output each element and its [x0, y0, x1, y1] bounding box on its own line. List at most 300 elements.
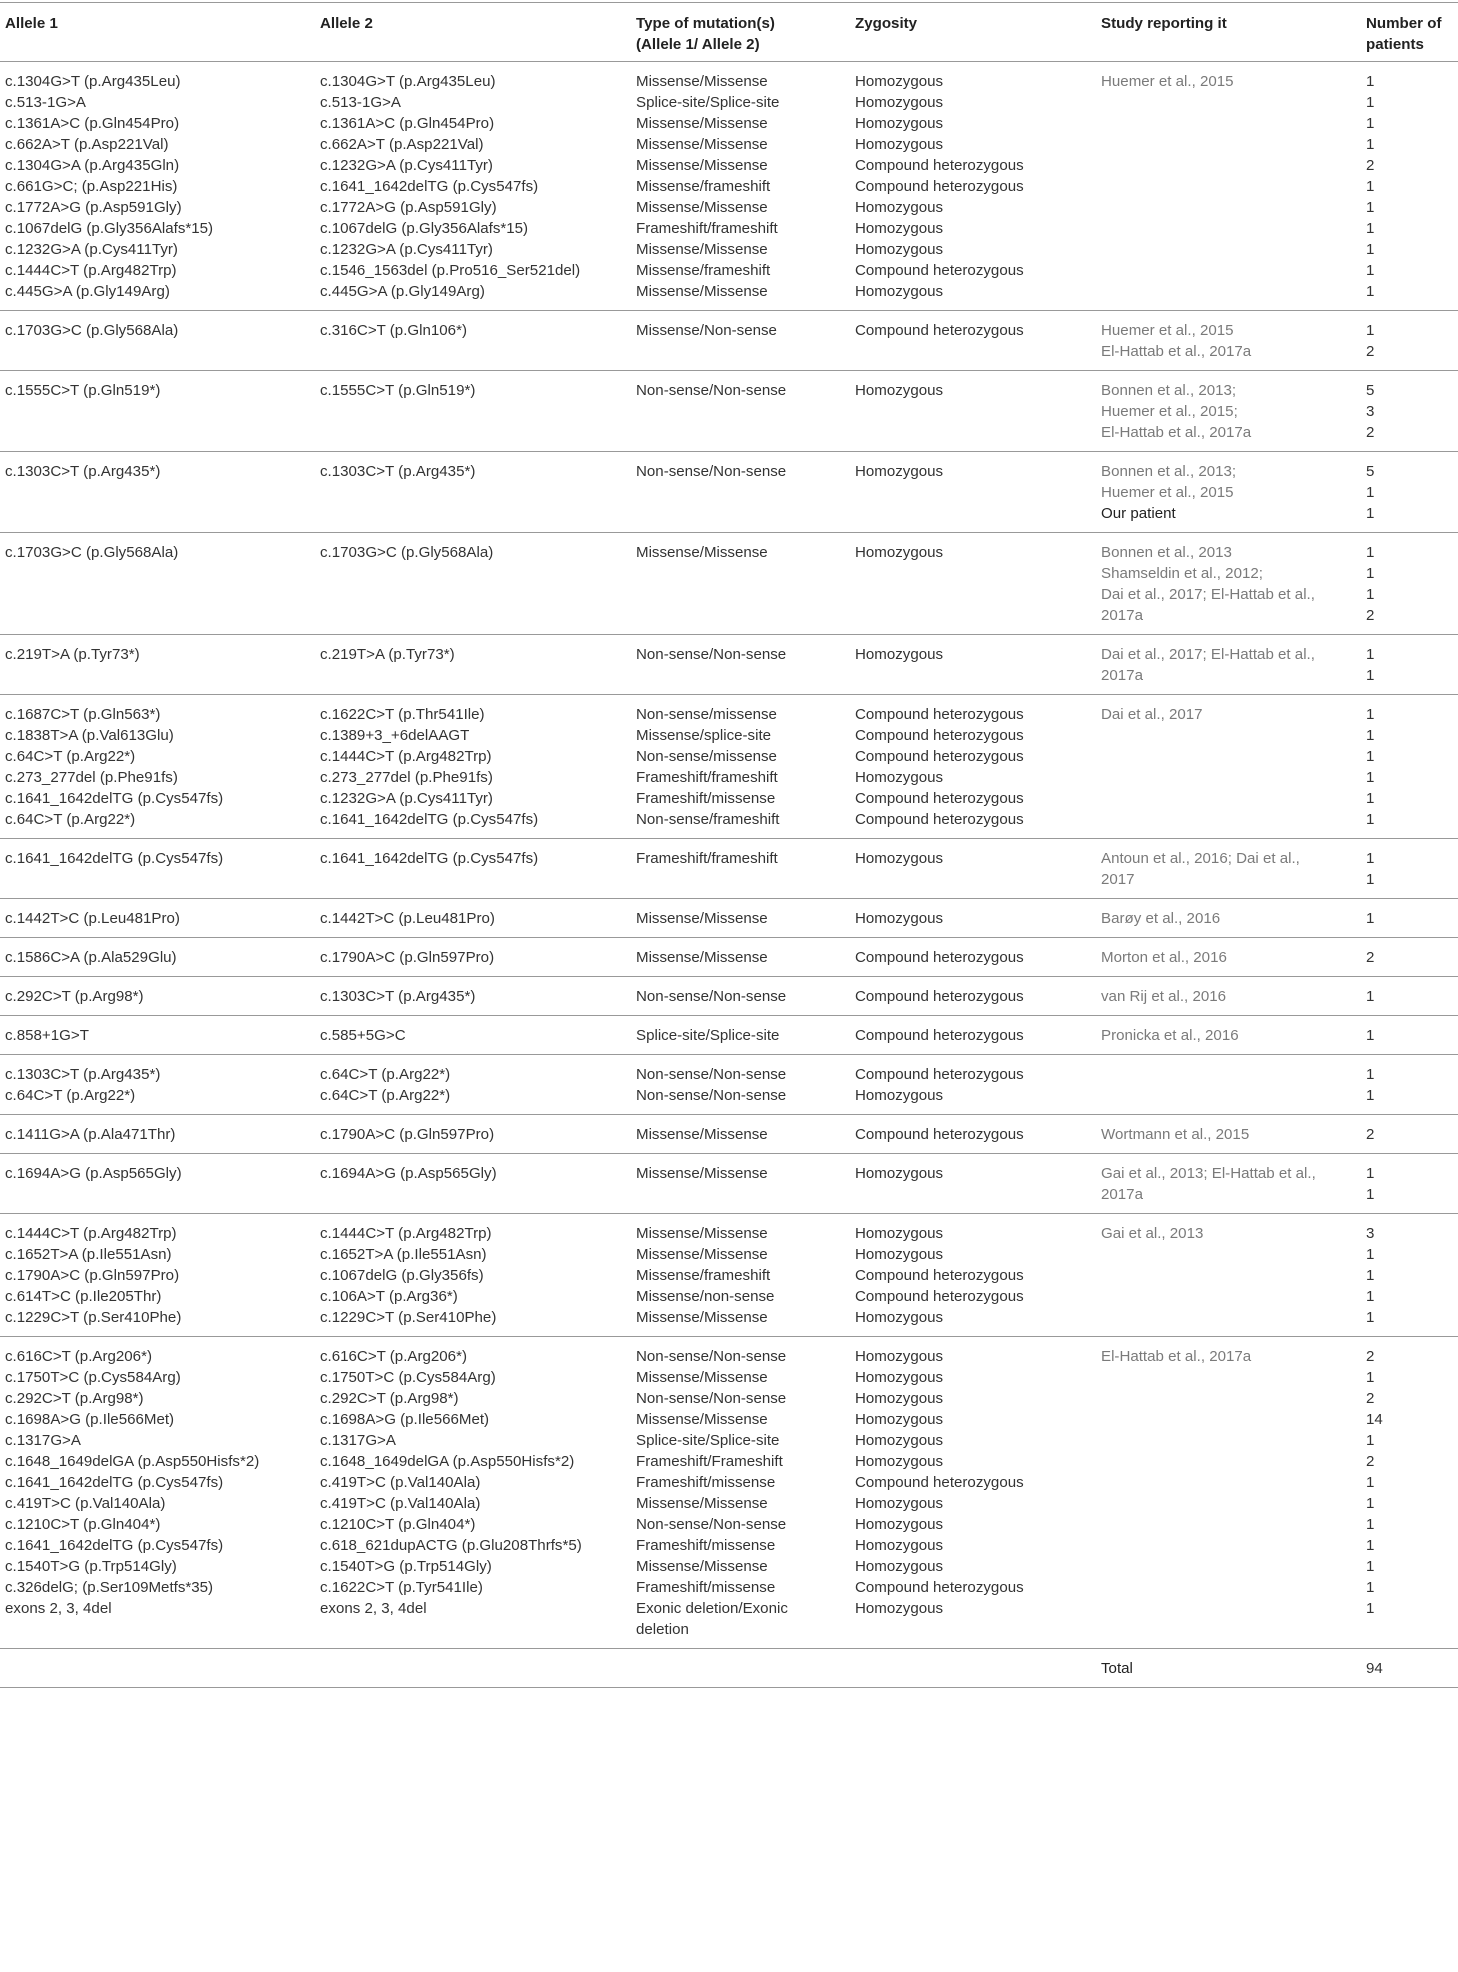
header-allele-2: Allele 2 — [315, 3, 631, 62]
allele-2-cell: c.1555C>T (p.Gln519*) — [320, 382, 476, 399]
mutation-type-cell: Non-sense/Non-sense — [636, 1390, 787, 1407]
study-cell — [1096, 1472, 1361, 1493]
table-row — [0, 1307, 1458, 1337]
zygosity-cell: Homozygous — [855, 850, 944, 867]
study-cell — [1096, 176, 1361, 197]
zygosity-cell: Compound heterozygous — [855, 262, 1024, 279]
allele-2-cell: c.1444C>T (p.Arg482Trp) — [320, 748, 492, 765]
mutation-type-cell: Frameshift/missense — [636, 1579, 776, 1596]
zygosity-cell: Homozygous — [855, 1537, 944, 1554]
patient-count-cell: 2 — [1366, 1390, 1375, 1407]
mutation-type-cell: Missense/Missense — [636, 199, 768, 216]
study-cell — [1096, 1409, 1361, 1430]
allele-2-cell: c.1641_1642delTG (p.Cys547fs) — [320, 850, 539, 867]
table-row — [0, 1451, 1458, 1472]
patient-count-cell: 1 — [1366, 94, 1375, 111]
table-row — [0, 218, 1458, 239]
table-group — [0, 899, 1458, 938]
mutation-type-cell: Missense/Missense — [636, 1558, 768, 1575]
study-cell — [1096, 371, 1361, 452]
patient-count-line: 1 — [1366, 1186, 1375, 1203]
table-row — [0, 1337, 1458, 1368]
total-row — [0, 1649, 1458, 1688]
empty-cell — [0, 1649, 315, 1688]
zygosity-cell: Compound heterozygous — [855, 1066, 1024, 1083]
allele-1-cell: c.219T>A (p.Tyr73*) — [5, 646, 140, 663]
mutation-type-cell: Missense/Missense — [636, 157, 768, 174]
patient-count-cell: 1 — [1366, 727, 1375, 744]
allele-2-cell: c.1540T>G (p.Trp514Gly) — [320, 1558, 492, 1575]
mutation-type-cell: Frameshift/missense — [636, 1537, 776, 1554]
allele-1-cell: c.1232G>A (p.Cys411Tyr) — [5, 241, 178, 258]
zygosity-cell: Homozygous — [855, 1432, 944, 1449]
header-mutation-type — [631, 3, 850, 62]
table-row — [0, 1286, 1458, 1307]
study-cell — [1096, 1055, 1361, 1086]
allele-2-cell: c.1652T>A (p.Ile551Asn) — [320, 1246, 487, 1263]
allele-1-cell: c.1703G>C (p.Gly568Ala) — [5, 322, 179, 339]
zygosity-cell: Homozygous — [855, 1411, 944, 1428]
patient-count-cell: 1 — [1366, 706, 1375, 723]
patient-count-cell: 14 — [1366, 1411, 1383, 1428]
allele-1-cell: c.661G>C; (p.Asp221His) — [5, 178, 178, 195]
zygosity-cell: Homozygous — [855, 220, 944, 237]
mutation-type-cell: Missense/Missense — [636, 73, 768, 90]
mutation-type-cell: Non-sense/Non-sense — [636, 382, 787, 399]
study-cell — [1096, 1598, 1361, 1649]
header-zygosity: Zygosity — [850, 3, 1096, 62]
table-group — [0, 635, 1458, 695]
study-cell — [1096, 1307, 1361, 1337]
allele-1-cell: c.1838T>A (p.Val613Glu) — [5, 727, 174, 744]
header-patient-count-line-1: Number of — [1366, 15, 1442, 32]
patient-count-cell: 1 — [1366, 220, 1375, 237]
allele-2-cell: c.1232G>A (p.Cys411Tyr) — [320, 241, 493, 258]
allele-1-cell: c.1694A>G (p.Asp565Gly) — [5, 1165, 182, 1182]
header-row — [0, 3, 1458, 62]
zygosity-cell: Homozygous — [855, 1453, 944, 1470]
table-group — [0, 1055, 1458, 1115]
table-row — [0, 239, 1458, 260]
header-mutation-type-line-1: Type of mutation(s) — [636, 15, 775, 32]
study-cell — [1096, 239, 1361, 260]
allele-1-cell: c.64C>T (p.Arg22*) — [5, 811, 136, 828]
study-cell: Barøy et al., 2016 — [1101, 910, 1221, 927]
mutation-type-cell: Missense/Missense — [636, 1411, 768, 1428]
mutation-type-cell: Non-sense/Non-sense — [636, 1516, 787, 1533]
allele-2-cell: c.106A>T (p.Arg36*) — [320, 1288, 458, 1305]
patient-count-cell: 1 — [1366, 199, 1375, 216]
header-allele-1: Allele 1 — [0, 3, 315, 62]
allele-1-cell: c.1229C>T (p.Ser410Phe) — [5, 1309, 182, 1326]
allele-1-cell: c.419T>C (p.Val140Ala) — [5, 1495, 166, 1512]
allele-1-cell: c.1444C>T (p.Arg482Trp) — [5, 262, 177, 279]
mutation-type-cell: Missense/Missense — [636, 115, 768, 132]
mutation-type-cell: Missense/Missense — [636, 1369, 768, 1386]
table-group — [0, 1214, 1458, 1337]
zygosity-cell: Homozygous — [855, 1165, 944, 1182]
table-row — [0, 839, 1458, 899]
allele-2-cell: c.1622C>T (p.Thr541Ile) — [320, 706, 485, 723]
patient-count-cell: 2 — [1366, 157, 1375, 174]
zygosity-cell: Homozygous — [855, 199, 944, 216]
allele-1-cell: c.1304G>T (p.Arg435Leu) — [5, 73, 181, 90]
allele-2-cell: c.1444C>T (p.Arg482Trp) — [320, 1225, 492, 1242]
mutation-type-cell: Non-sense/Non-sense — [636, 463, 787, 480]
zygosity-cell: Homozygous — [855, 1246, 944, 1263]
table-header — [0, 3, 1458, 62]
table-row — [0, 1598, 1458, 1649]
mutation-type-line: deletion — [636, 1621, 689, 1638]
patient-count-cell: 1 — [1366, 241, 1375, 258]
study-cell: Dai et al., 2017 — [1101, 706, 1203, 723]
study-cell — [1096, 1493, 1361, 1514]
zygosity-cell: Homozygous — [855, 1558, 944, 1575]
study-cell — [1096, 452, 1361, 533]
zygosity-cell: Compound heterozygous — [855, 322, 1024, 339]
zygosity-cell: Compound heterozygous — [855, 1288, 1024, 1305]
study-cell — [1096, 1514, 1361, 1535]
allele-2-cell: c.1229C>T (p.Ser410Phe) — [320, 1309, 497, 1326]
allele-2-cell: c.1648_1649delGA (p.Asp550Hisfs*2) — [320, 1453, 575, 1470]
allele-1-cell: c.273_277del (p.Phe91fs) — [5, 769, 178, 786]
mutation-type-cell: Non-sense/missense — [636, 748, 777, 765]
table-row — [0, 155, 1458, 176]
allele-1-cell: c.1641_1642delTG (p.Cys547fs) — [5, 1474, 224, 1491]
allele-2-cell: c.1303C>T (p.Arg435*) — [320, 463, 476, 480]
mutation-type-cell: Non-sense/Non-sense — [636, 1348, 787, 1365]
patient-count-cell: 2 — [1366, 949, 1375, 966]
study-line: Dai et al., 2017; El-Hattab et al., — [1101, 646, 1315, 663]
table-group — [0, 695, 1458, 839]
zygosity-cell: Compound heterozygous — [855, 748, 1024, 765]
study-cell: El-Hattab et al., 2017a — [1101, 1348, 1252, 1365]
allele-2-cell: c.64C>T (p.Arg22*) — [320, 1087, 451, 1104]
patient-count-cell: 1 — [1366, 1579, 1375, 1596]
study-cell — [1096, 1085, 1361, 1115]
zygosity-cell: Homozygous — [855, 646, 944, 663]
allele-1-cell: c.1303C>T (p.Arg435*) — [5, 463, 161, 480]
mutation-type-cell: Splice-site/Splice-site — [636, 1027, 780, 1044]
patient-count-cell: 1 — [1366, 136, 1375, 153]
patient-count-line: 1 — [1366, 505, 1375, 522]
zygosity-cell: Compound heterozygous — [855, 1267, 1024, 1284]
study-cell — [1096, 134, 1361, 155]
allele-2-cell: c.1232G>A (p.Cys411Tyr) — [320, 157, 493, 174]
allele-1-cell: c.1772A>G (p.Asp591Gly) — [5, 199, 182, 216]
table-row — [0, 1214, 1458, 1245]
study-line: Bonnen et al., 2013 — [1101, 544, 1232, 561]
zygosity-cell: Homozygous — [855, 769, 944, 786]
header-patient-count — [1361, 3, 1458, 62]
zygosity-cell: Homozygous — [855, 910, 944, 927]
table-group — [0, 1016, 1458, 1055]
zygosity-cell: Homozygous — [855, 1087, 944, 1104]
allele-2-cell: c.662A>T (p.Asp221Val) — [320, 136, 484, 153]
patient-count-cell: 1 — [1366, 1432, 1375, 1449]
patient-count-cell — [1361, 1154, 1458, 1214]
patient-count-line: 1 — [1366, 484, 1375, 501]
study-cell — [1096, 533, 1361, 635]
allele-1-cell: c.513-1G>A — [5, 94, 86, 111]
header-patient-count-line-2: patients — [1366, 36, 1424, 53]
header-study: Study reporting it — [1096, 3, 1361, 62]
study-cell: van Rij et al., 2016 — [1101, 988, 1227, 1005]
allele-2-cell: c.1546_1563del (p.Pro516_Ser521del) — [320, 262, 581, 279]
table-row — [0, 311, 1458, 371]
study-cell — [1096, 839, 1361, 899]
allele-2-cell: c.1361A>C (p.Gln454Pro) — [320, 115, 495, 132]
patient-count-line: 5 — [1366, 463, 1375, 480]
study-cell — [1096, 113, 1361, 134]
zygosity-cell: Compound heterozygous — [855, 790, 1024, 807]
patient-count-cell: 1 — [1366, 769, 1375, 786]
table-row — [0, 899, 1458, 938]
table-row — [0, 1493, 1458, 1514]
table-row — [0, 788, 1458, 809]
patient-count-cell: 1 — [1366, 988, 1375, 1005]
mutation-type-cell: Frameshift/frameshift — [636, 220, 778, 237]
allele-1-cell: c.1703G>C (p.Gly568Ala) — [5, 544, 179, 561]
patient-count-cell: 1 — [1366, 1516, 1375, 1533]
table-group — [0, 533, 1458, 635]
table-row — [0, 1154, 1458, 1214]
patient-count-cell: 3 — [1366, 1225, 1375, 1242]
study-line: 2017 — [1101, 871, 1135, 888]
patient-count-cell: 1 — [1366, 178, 1375, 195]
patient-count-line: 1 — [1366, 646, 1375, 663]
mutation-type-cell: Missense/splice-site — [636, 727, 772, 744]
allele-2-cell: c.1232G>A (p.Cys411Tyr) — [320, 790, 493, 807]
study-cell — [1096, 767, 1361, 788]
study-cell — [1096, 92, 1361, 113]
allele-1-cell: c.662A>T (p.Asp221Val) — [5, 136, 169, 153]
mutation-type-cell: Missense/Missense — [636, 1126, 768, 1143]
allele-1-cell: c.1210C>T (p.Gln404*) — [5, 1516, 161, 1533]
mutation-type-cell: Missense/non-sense — [636, 1288, 775, 1305]
allele-2-cell: c.316C>T (p.Gln106*) — [320, 322, 467, 339]
patient-count-cell: 2 — [1366, 1126, 1375, 1143]
study-cell — [1096, 1265, 1361, 1286]
study-line: El-Hattab et al., 2017a — [1101, 424, 1252, 441]
table-row — [0, 695, 1458, 726]
allele-2-cell: c.1698A>G (p.Ile566Met) — [320, 1411, 490, 1428]
study-line: 2017a — [1101, 1186, 1143, 1203]
study-line: Antoun et al., 2016; Dai et al., — [1101, 850, 1300, 867]
mutation-type-cell: Missense/Non-sense — [636, 322, 777, 339]
patient-count-cell: 1 — [1366, 73, 1375, 90]
allele-2-cell: c.219T>A (p.Tyr73*) — [320, 646, 455, 663]
patient-count-line: 3 — [1366, 403, 1375, 420]
allele-2-cell: c.1389+3_+6delAAGT — [320, 727, 470, 744]
patient-count-cell: 1 — [1366, 790, 1375, 807]
zygosity-cell: Compound heterozygous — [855, 1579, 1024, 1596]
study-cell — [1096, 746, 1361, 767]
study-cell — [1096, 635, 1361, 695]
study-cell — [1096, 725, 1361, 746]
table-row — [0, 1514, 1458, 1535]
mutation-type-cell: Missense/Missense — [636, 949, 768, 966]
table-row — [0, 1409, 1458, 1430]
patient-count-cell: 2 — [1366, 1348, 1375, 1365]
table-group — [0, 62, 1458, 311]
patient-count-cell: 1 — [1366, 1537, 1375, 1554]
allele-1-cell: c.1540T>G (p.Trp514Gly) — [5, 1558, 177, 1575]
table-group — [0, 311, 1458, 371]
zygosity-cell: Homozygous — [855, 1225, 944, 1242]
patient-count-cell — [1361, 311, 1458, 371]
allele-1-cell: c.445G>A (p.Gly149Arg) — [5, 283, 170, 300]
study-cell — [1096, 809, 1361, 839]
table-group — [0, 839, 1458, 899]
zygosity-cell: Homozygous — [855, 463, 944, 480]
allele-1-cell: c.1641_1642delTG (p.Cys547fs) — [5, 1537, 224, 1554]
allele-1-cell: c.1750T>C (p.Cys584Arg) — [5, 1369, 181, 1386]
zygosity-cell: Compound heterozygous — [855, 811, 1024, 828]
mutation-type-cell: Missense/Missense — [636, 910, 768, 927]
mutation-type-cell: Missense/frameshift — [636, 1267, 771, 1284]
allele-1-cell: c.292C>T (p.Arg98*) — [5, 988, 144, 1005]
patient-count-cell: 1 — [1366, 1474, 1375, 1491]
table-group — [0, 1154, 1458, 1214]
patient-count-line: 2 — [1366, 607, 1375, 624]
study-cell: Gai et al., 2013 — [1101, 1225, 1204, 1242]
allele-2-cell: c.1703G>C (p.Gly568Ala) — [320, 544, 494, 561]
patient-count-cell: 1 — [1366, 811, 1375, 828]
mutation-type-cell: Missense/frameshift — [636, 178, 771, 195]
allele-2-cell: c.1641_1642delTG (p.Cys547fs) — [320, 811, 539, 828]
study-line: Dai et al., 2017; El-Hattab et al., — [1101, 586, 1315, 603]
table-row — [0, 1556, 1458, 1577]
mutation-type-cell: Frameshift/Frameshift — [636, 1453, 783, 1470]
mutation-type-cell: Splice-site/Splice-site — [636, 1432, 780, 1449]
table-row — [0, 977, 1458, 1016]
table-row — [0, 281, 1458, 311]
study-cell — [1096, 281, 1361, 311]
mutation-type-cell: Frameshift/frameshift — [636, 769, 778, 786]
zygosity-cell: Homozygous — [855, 1369, 944, 1386]
table-group — [0, 1115, 1458, 1154]
mutation-type-cell: Non-sense/Non-sense — [636, 646, 787, 663]
study-cell — [1096, 1286, 1361, 1307]
patient-count-cell: 1 — [1366, 262, 1375, 279]
patient-count-cell: 1 — [1366, 115, 1375, 132]
study-line: Huemer et al., 2015; — [1101, 403, 1238, 420]
zygosity-cell: Compound heterozygous — [855, 178, 1024, 195]
table-row — [0, 1577, 1458, 1598]
study-line: Huemer et al., 2015 — [1101, 322, 1234, 339]
study-line: Bonnen et al., 2013; — [1101, 382, 1237, 399]
zygosity-cell: Homozygous — [855, 1348, 944, 1365]
zygosity-cell: Homozygous — [855, 73, 944, 90]
allele-2-cell: c.1694A>G (p.Asp565Gly) — [320, 1165, 497, 1182]
zygosity-cell: Compound heterozygous — [855, 727, 1024, 744]
table-row — [0, 635, 1458, 695]
allele-1-cell: c.64C>T (p.Arg22*) — [5, 1087, 136, 1104]
mutation-type-cell: Non-sense/missense — [636, 706, 777, 723]
patient-count-line: 2 — [1366, 424, 1375, 441]
table-row — [0, 533, 1458, 635]
mutation-type-line: Exonic deletion/Exonic — [636, 1600, 788, 1617]
allele-1-cell: c.1648_1649delGA (p.Asp550Hisfs*2) — [5, 1453, 260, 1470]
allele-2-cell: c.1442T>C (p.Leu481Pro) — [320, 910, 495, 927]
allele-1-cell: c.1067delG (p.Gly356Alafs*15) — [5, 220, 214, 237]
patient-count-cell — [1361, 635, 1458, 695]
allele-1-cell: c.1652T>A (p.Ile551Asn) — [5, 1246, 172, 1263]
mutation-type-cell: Missense/Missense — [636, 1246, 768, 1263]
study-cell — [1096, 1451, 1361, 1472]
zygosity-cell: Compound heterozygous — [855, 1126, 1024, 1143]
patient-count-cell: 1 — [1366, 1066, 1375, 1083]
zygosity-cell: Compound heterozygous — [855, 157, 1024, 174]
zygosity-cell: Homozygous — [855, 1390, 944, 1407]
patient-count-cell: 1 — [1366, 283, 1375, 300]
allele-2-cell: c.1622C>T (p.Tyr541Ile) — [320, 1579, 483, 1596]
mutation-type-cell: Missense/Missense — [636, 283, 768, 300]
allele-2-cell: c.585+5G>C — [320, 1027, 406, 1044]
mutation-type-cell: Missense/Missense — [636, 1309, 768, 1326]
study-cell — [1096, 1535, 1361, 1556]
study-cell — [1096, 260, 1361, 281]
table-group — [0, 371, 1458, 452]
allele-1-cell: c.326delG; (p.Ser109Metfs*35) — [5, 1579, 214, 1596]
table-group — [0, 1337, 1458, 1649]
table-row — [0, 1535, 1458, 1556]
allele-1-cell: c.1304G>A (p.Arg435Gln) — [5, 157, 180, 174]
table-row — [0, 1472, 1458, 1493]
table-row — [0, 197, 1458, 218]
zygosity-cell: Homozygous — [855, 136, 944, 153]
study-cell — [1096, 155, 1361, 176]
study-cell — [1096, 1244, 1361, 1265]
patient-count-cell — [1361, 371, 1458, 452]
mutation-type-cell: Splice-site/Splice-site — [636, 94, 780, 111]
zygosity-cell: Homozygous — [855, 382, 944, 399]
allele-1-cell: c.1687C>T (p.Gln563*) — [5, 706, 161, 723]
zygosity-cell: Compound heterozygous — [855, 1027, 1024, 1044]
allele-2-cell: c.1790A>C (p.Gln597Pro) — [320, 949, 495, 966]
table-row — [0, 1085, 1458, 1115]
study-line: Our patient — [1101, 505, 1176, 522]
allele-1-cell: c.1361A>C (p.Gln454Pro) — [5, 115, 180, 132]
table-row — [0, 1016, 1458, 1055]
patient-count-cell: 1 — [1366, 1309, 1375, 1326]
allele-2-cell: c.1772A>G (p.Asp591Gly) — [320, 199, 497, 216]
patient-count-cell: 1 — [1366, 1495, 1375, 1512]
table-row — [0, 1265, 1458, 1286]
study-cell — [1096, 218, 1361, 239]
zygosity-cell: Homozygous — [855, 1600, 944, 1617]
zygosity-cell: Homozygous — [855, 283, 944, 300]
zygosity-cell: Homozygous — [855, 94, 944, 111]
allele-1-cell: c.614T>C (p.Ile205Thr) — [5, 1288, 162, 1305]
table-row — [0, 452, 1458, 533]
allele-1-cell: c.292C>T (p.Arg98*) — [5, 1390, 144, 1407]
allele-1-cell: c.1641_1642delTG (p.Cys547fs) — [5, 790, 224, 807]
allele-1-cell: c.64C>T (p.Arg22*) — [5, 748, 136, 765]
allele-1-cell: exons 2, 3, 4del — [5, 1600, 112, 1617]
allele-2-cell: exons 2, 3, 4del — [320, 1600, 427, 1617]
table-row — [0, 176, 1458, 197]
study-line: Shamseldin et al., 2012; — [1101, 565, 1263, 582]
zygosity-cell: Compound heterozygous — [855, 988, 1024, 1005]
zygosity-cell: Homozygous — [855, 1516, 944, 1533]
study-line: 2017a — [1101, 607, 1143, 624]
allele-2-cell: c.1304G>T (p.Arg435Leu) — [320, 73, 496, 90]
patient-count-cell: 1 — [1366, 1600, 1375, 1617]
allele-1-cell: c.1790A>C (p.Gln597Pro) — [5, 1267, 180, 1284]
table-row — [0, 1055, 1458, 1086]
